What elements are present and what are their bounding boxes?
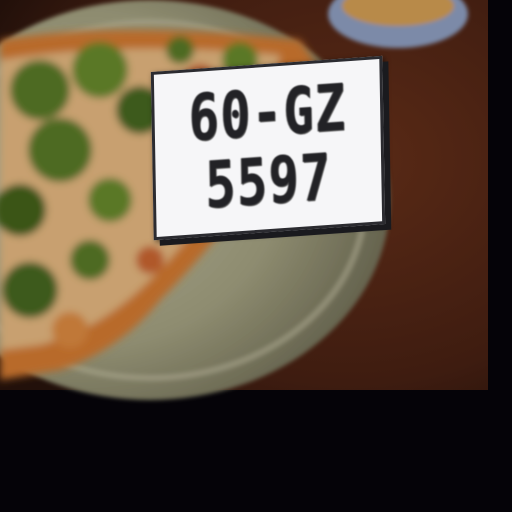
plate-text-line1: 60-GZ bbox=[187, 71, 347, 157]
license-plate-sign bbox=[151, 56, 385, 240]
dark-border-bottom bbox=[0, 390, 512, 512]
dark-border-right bbox=[488, 0, 512, 512]
plate-text-line2: 5597 bbox=[204, 140, 333, 224]
